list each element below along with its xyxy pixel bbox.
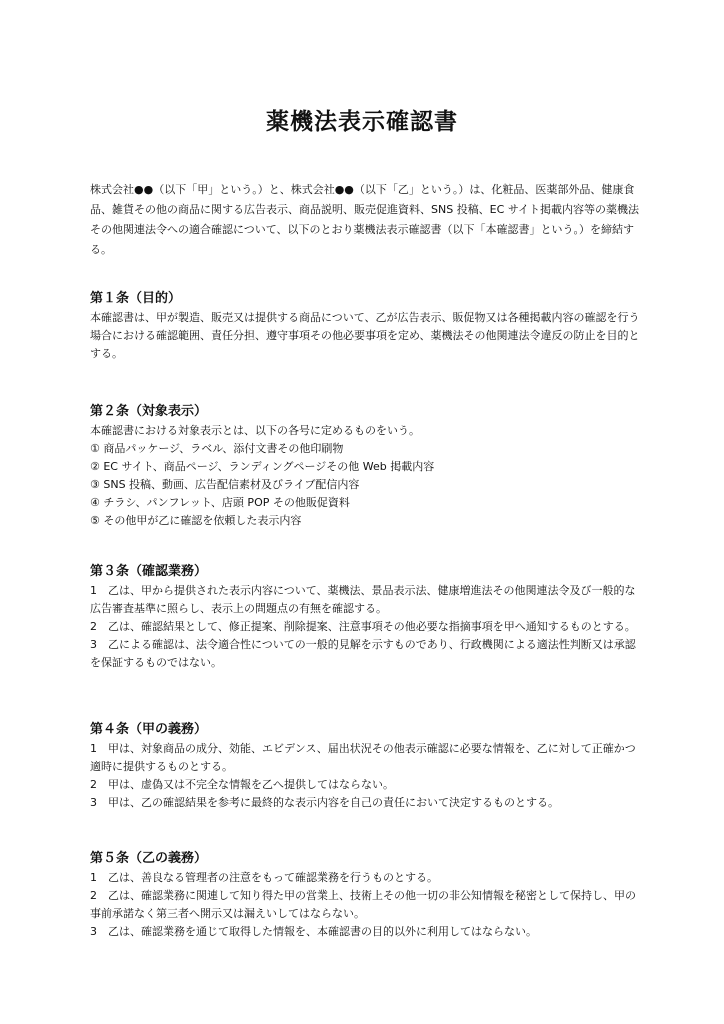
clause-paragraph: 1 乙は、善良なる管理者の注意をもって確認業務を行うものとする。 <box>90 871 438 884</box>
clause-paragraph: 2 乙は、確認業務に関連して知り得た甲の営業上、技術上その他一切の非公知情報を秘密として保持し、甲の事前承諾なく第三者へ開示又は漏えいしてはならない。 <box>90 889 636 920</box>
article-body: 本確認書は、甲が製造、販売又は提供する商品について、乙が広告表示、販促物又は各種掲載内容の確認を行う場合における確認範囲、責任分担、遵守事項その他必要事項を定め、薬機法その他関連法令違反の防止を目的とする。 <box>90 311 640 360</box>
list-item: ③ SNS 投稿、動画、広告配信素材及びライブ配信内容 <box>90 478 360 491</box>
article-heading: 第４条（甲の義務） <box>90 722 208 737</box>
clause-paragraph: 3 乙は、確認業務を通じて取得した情報を、本確認書の目的以外に利用してはならない。 <box>90 925 537 938</box>
list-item: ⑤ その他甲が乙に確認を依頼した表示内容 <box>90 514 302 527</box>
article-heading: 第５条（乙の義務） <box>90 851 208 866</box>
clause-paragraph: 3 甲は、乙の確認結果を参考に最終的な表示内容を自己の責任において決定するものとする。 <box>90 796 559 809</box>
list-item: ② EC サイト、商品ページ、ランディングページその他 Web 掲載内容 <box>90 460 435 473</box>
article-1 <box>90 291 642 363</box>
article-3 <box>90 564 642 672</box>
article-heading: 第１条（目的） <box>90 291 182 306</box>
article-heading: 第３条（確認業務） <box>90 564 208 579</box>
article-4 <box>90 722 642 812</box>
clause-paragraph: 1 乙は、甲から提供された表示内容について、薬機法、景品表示法、健康増進法その他関連法令及び一般的な広告審査基準に照らし、表示上の問題点の有無を確認する。 <box>90 584 636 615</box>
clause-paragraph: 2 乙は、確認結果として、修正提案、削除提案、注意事項その他必要な指摘事項を甲へ通知するものとする。 <box>90 620 636 633</box>
article-intro-line: 本確認書における対象表示とは、以下の各号に定めるものをいう。 <box>90 424 420 437</box>
article-5 <box>90 851 642 941</box>
clause-paragraph: 3 乙による確認は、法令適合性についての一般的見解を示すものであり、行政機関による適法性判断又は承認を保証するものではない。 <box>90 638 636 669</box>
document-title: 薬機法表示確認書 <box>266 109 458 135</box>
list-item: ① 商品パッケージ、ラベル、添付文書その他印刷物 <box>90 442 344 455</box>
clause-paragraph: 2 甲は、虚偽又は不完全な情報を乙へ提供してはならない。 <box>90 778 394 791</box>
clause-paragraph: 1 甲は、対象商品の成分、効能、エビデンス、届出状況その他表示確認に必要な情報を、乙に対して正確かつ適時に提供するものとする。 <box>90 742 636 773</box>
preamble-paragraph: 株式会社●●（以下「甲」という。）と、株式会社●●（以下「乙」という。）は、化粧品、医薬部外品、健康食品、雑貨その他の商品に関する広告表示、商品説明、販売促進資料、SNS 投稿、EC サイト掲載内容等の薬機法その他関連法令への適合確認について、以下のとおり薬機法表示確認書（以下「本確認書」という。）を締結する。 <box>90 183 640 256</box>
article-heading: 第２条（対象表示） <box>90 404 208 419</box>
article-2 <box>90 404 642 530</box>
list-item: ④ チラシ、パンフレット、店頭 POP その他販促資料 <box>90 496 350 509</box>
